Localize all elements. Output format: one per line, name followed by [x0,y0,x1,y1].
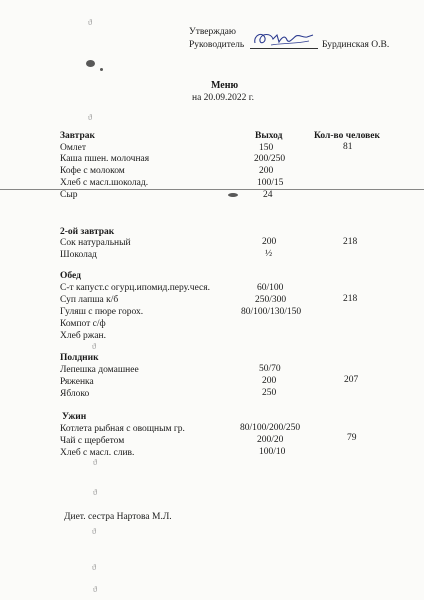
menu-item-name: Хлеб ржан. [60,331,107,341]
menu-item-output: 150 [259,143,274,153]
menu-item-output: 200/250 [254,154,286,164]
menu-item-output: 200 [262,376,277,386]
section-people-second-breakfast: 218 [343,237,358,247]
menu-item-name: Каша пшен. молочная [60,154,150,164]
handwritten-signature [251,29,315,49]
menu-item-output: 200 [259,166,274,176]
section-title-second-breakfast: 2-ой завтрак [60,227,115,237]
menu-item-name: Котлета рыбная с овощным гр. [60,424,185,434]
menu-item-name: Хлеб с масл.шоколад. [60,178,149,188]
menu-item-output: 250 [262,388,277,398]
menu-item-name: Компот с/ф [60,319,106,329]
director-name: Бурдинская О.В. [322,40,390,50]
menu-item-output: 200/20 [257,435,284,445]
section-title-afternoon-snack: Полдник [60,353,99,363]
section-title-breakfast: Завтрак [60,131,95,141]
section-title-lunch: Обед [60,271,81,281]
menu-item-output: 250/300 [255,295,287,305]
menu-item-output: 200 [262,237,277,247]
section-title-dinner: Ужин [62,412,87,422]
menu-item-output: 50/70 [259,364,281,374]
section-people-afternoon-snack: 207 [344,375,359,385]
menu-item-name: Хлеб с масл. слив. [60,448,135,458]
scan-mark: ϑ [93,488,97,497]
menu-item-name: С-т капуст.с огурц.ипомид.перу.чеся. [60,283,210,293]
scan-mark: ϑ [88,113,92,122]
column-header-output: Выход [255,131,283,141]
ink-smudge [100,68,103,71]
role-label: Руководитель [189,40,245,50]
scan-mark: ϑ [92,342,96,351]
scan-mark: ϑ [92,563,96,572]
menu-item-output: 100/15 [257,178,284,188]
ink-smudge [86,60,95,67]
menu-item-name: Кофе с молоком [60,166,125,176]
ink-smudge [228,193,238,197]
menu-item-name: Яблоко [60,389,90,399]
menu-item-name: Гуляш с пюре горох. [60,307,144,317]
menu-item-name: Чай с щербетом [60,436,125,446]
page-title: Меню [211,80,239,91]
section-people-breakfast: 81 [343,142,353,152]
menu-item-output: ½ [265,249,273,259]
menu-item-output: 100/10 [259,447,286,457]
menu-item-name: Сок натуральный [60,238,131,248]
section-people-dinner: 79 [347,433,357,443]
dietitian-signature: Диет. сестра Нартова М.Л. [64,512,172,522]
menu-item-name: Омлет [60,143,86,153]
scan-mark: ϑ [93,458,97,467]
menu-item-name: Шоколад [60,250,97,260]
approve-label: Утверждаю [189,27,236,37]
menu-item-name: Сыр [60,190,78,200]
scan-mark: ϑ [88,18,92,27]
section-people-lunch: 218 [343,294,358,304]
menu-item-output: 24 [263,190,273,200]
scan-mark: ϑ [92,527,96,536]
menu-item-output: 80/100/130/150 [241,307,302,317]
date-line: на 20.09.2022 г. [192,93,255,103]
menu-item-output: 80/100/200/250 [240,423,301,433]
menu-item-name: Ряженка [60,377,94,387]
scan-mark: ϑ [93,585,97,594]
menu-item-name: Лепешка домашнее [60,365,139,375]
menu-item-output: 60/100 [257,283,284,293]
menu-item-name: Суп лапша к/б [60,295,119,305]
column-header-people: Кол-во человек [314,131,380,141]
